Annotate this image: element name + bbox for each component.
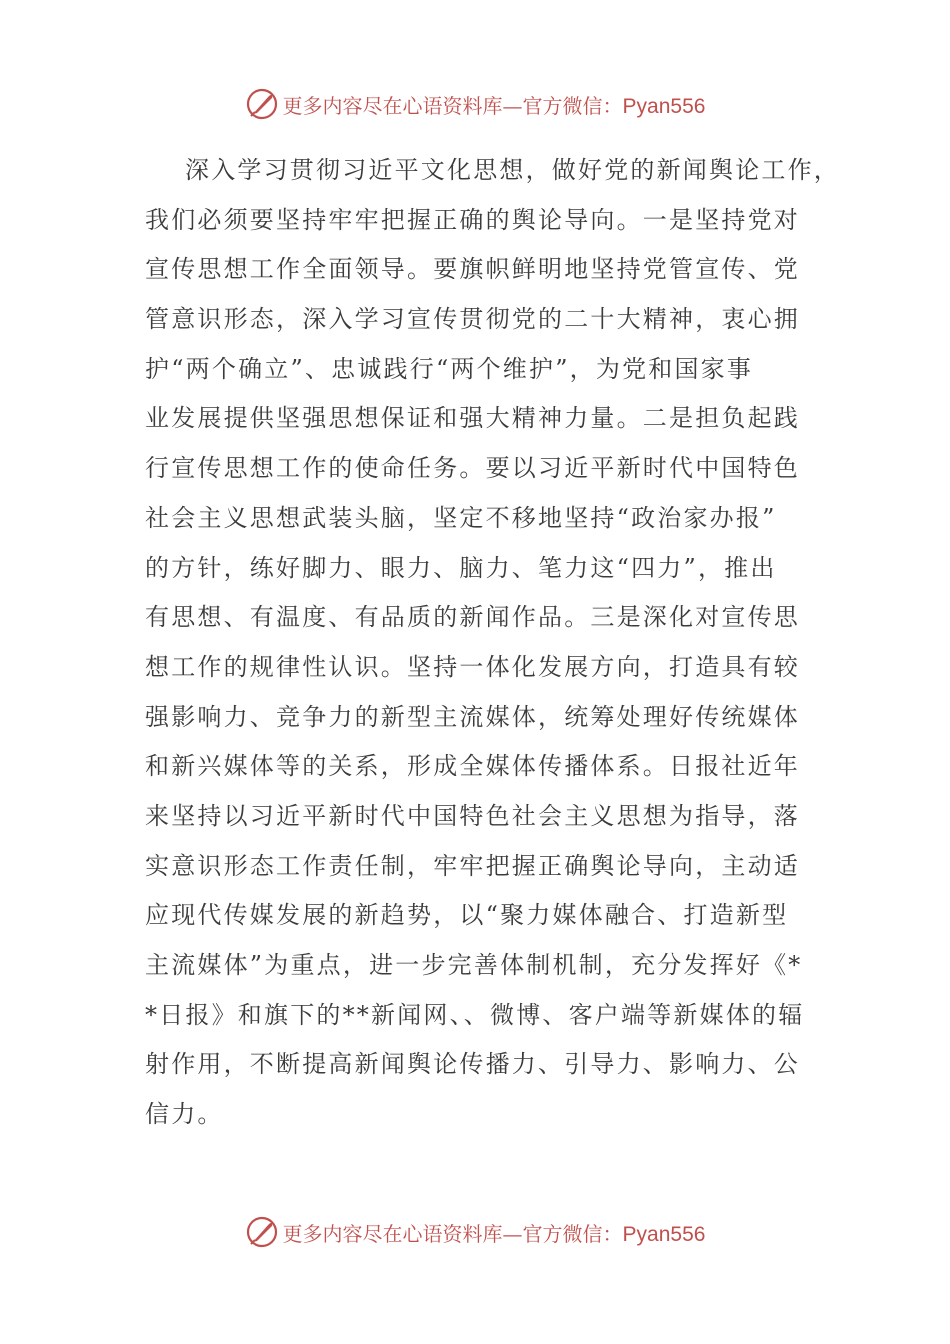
header-banner-text: 更多内容尽在心语资料库—官方微信：Pyan556 [282, 93, 706, 118]
text-line: 行宣传思想工作的使命任务。要以习近平新时代中国特色 [145, 454, 800, 483]
text-line: 实意识形态工作责任制，牢牢把握正确舆论导向，主动适 [145, 851, 800, 880]
text-line: 宣传思想工作全面领导。要旗帜鲜明地坚持党管宣传、党 [145, 255, 800, 284]
footer-wechat-id: Pyan556 [622, 1222, 706, 1246]
text-line: 护“两个确立”、忠诚践行“两个维护”，为党和国家事 [145, 354, 754, 383]
text-line: 业发展提供坚强思想保证和强大精神力量。二是担负起践 [145, 404, 800, 433]
text-line: 有思想、有温度、有品质的新闻作品。三是深化对宣传思 [145, 603, 800, 632]
text-line: 主流媒体”为重点，进一步完善体制机制，充分发挥好《* [145, 951, 803, 979]
text-line: 我们必须要坚持牢牢把握正确的舆论导向。一是坚持党对 [145, 205, 800, 234]
text-line: 强影响力、竞争力的新型主流媒体，统筹处理好传统媒体 [145, 702, 800, 731]
text-line: 来坚持以习近平新时代中国特色社会主义思想为指导，落 [145, 801, 800, 830]
text-line: 信力。 [145, 1100, 224, 1129]
text-line: 的方针，练好脚力、眼力、脑力、笔力这“四力”，推出 [145, 553, 777, 582]
text-line: *日报》和旗下的**新闻网、、微博、客户端等新媒体的辐 [145, 1000, 805, 1029]
document-body [145, 146, 840, 1140]
text-line: 社会主义思想武装头脑，坚定不移地坚持“政治家办报” [145, 503, 777, 532]
footer-banner-text: 更多内容尽在心语资料库—官方微信：Pyan556 [282, 1221, 706, 1246]
quill-logo-icon [245, 1215, 279, 1249]
header-banner [0, 84, 950, 124]
footer-banner [0, 1212, 950, 1252]
text-line: 管意识形态，深入学习宣传贯彻党的二十大精神，衷心拥 [145, 305, 800, 334]
text-line: 深入学习贯彻习近平文化思想，做好党的新闻舆论工作， [185, 156, 840, 184]
text-line: 和新兴媒体等的关系，形成全媒体传播体系。日报社近年 [145, 752, 800, 781]
text-line: 应现代传媒发展的新趋势，以“聚力媒体融合、打造新型 [145, 901, 789, 930]
text-line: 射作用，不断提高新闻舆论传播力、引导力、影响力、公 [145, 1050, 800, 1079]
text-line: 想工作的规律性认识。坚持一体化发展方向，打造具有较 [145, 652, 800, 681]
quill-logo-icon [245, 87, 279, 121]
header-wechat-id: Pyan556 [622, 94, 706, 118]
